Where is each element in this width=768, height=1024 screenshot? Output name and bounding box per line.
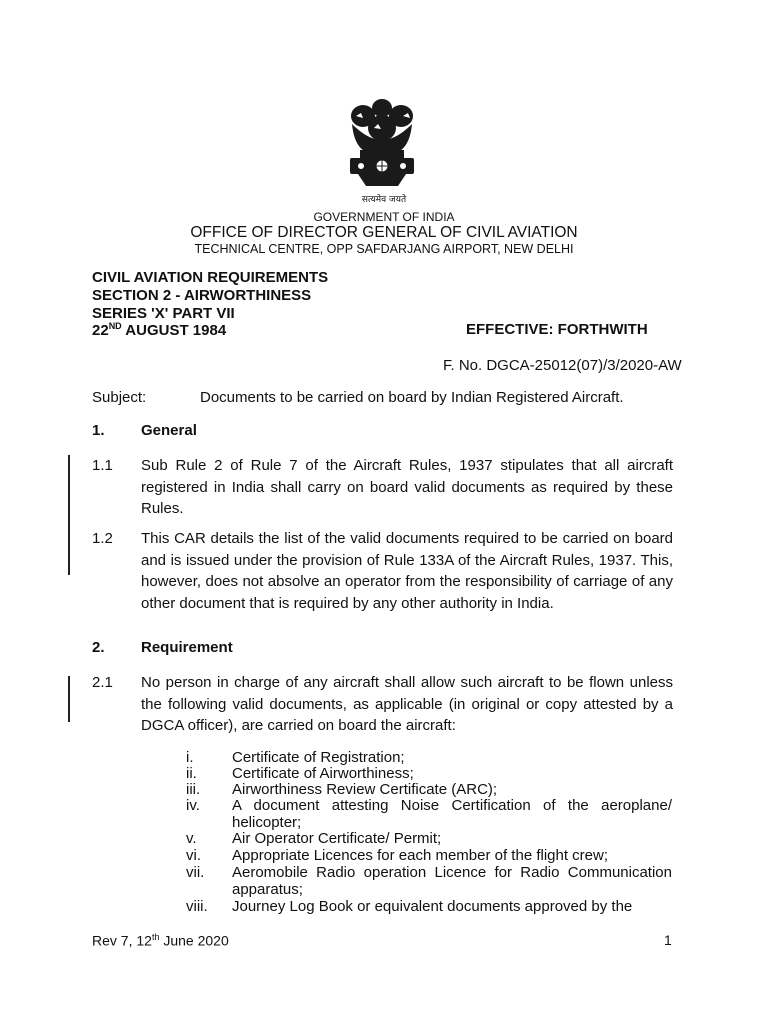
car-section: SECTION 2 - AIRWORTHINESS [92, 287, 312, 304]
para-text: This CAR details the list of the valid documents required to be carried on board and is issued under the provision of Rule 133A of the Aircraft Rules, 1937. This, however, does not absolve an operator from the responsibility of carriage of any other document that is required by any other authority in India. [141, 530, 673, 612]
para-text: No person in charge of any aircraft shall allow such aircraft to be flown unless the following valid documents, as applicable (in original or copy attested by a DGCA officer), are carried on board the aircraft: [141, 674, 673, 734]
revision-bar [68, 455, 70, 575]
file-number: F. No. DGCA-25012(07)/3/2020-AW [443, 357, 682, 374]
section-heading: Requirement [141, 639, 233, 656]
section-heading: General [141, 422, 197, 439]
para-number: 1.1 [92, 457, 113, 474]
page-number: 1 [664, 932, 672, 948]
header-office: OFFICE OF DIRECTOR GENERAL OF CIVIL AVIATION [190, 224, 578, 241]
car-title: CIVIL AVIATION REQUIREMENTS [92, 269, 329, 286]
car-date: 22ND AUGUST 1984 [92, 321, 227, 339]
section-number: 1. [92, 422, 105, 439]
para-text: Sub Rule 2 of Rule 7 of the Aircraft Rules, 1937 stipulates that all aircraft registered in India shall carry on board valid documents as required by these Rules. [141, 457, 673, 517]
national-motto: सत्यमेव जयते [361, 195, 407, 205]
revision-bar [68, 676, 70, 722]
car-series: SERIES 'X' PART VII [92, 305, 235, 322]
effective-date: EFFECTIVE: FORTHWITH [466, 321, 648, 338]
ashoka-emblem-icon [336, 94, 428, 206]
header-address: TECHNICAL CENTRE, OPP SAFDARJANG AIRPORT, NEW DELHI [194, 242, 574, 256]
header-government: GOVERNMENT OF INDIA [313, 210, 455, 224]
section-number: 2. [92, 639, 105, 656]
revision-footer: Rev 7, 12th June 2020 [92, 932, 229, 949]
subject-label: Subject: [92, 389, 147, 406]
para-number: 1.2 [92, 530, 113, 547]
para-number: 2.1 [92, 674, 113, 691]
document-page: सत्यमेव जयते GOVERNMENT OF INDIA OFFICE OF DIRECTOR GENERAL OF CIVIL AVIATION TECHNICAL CENTRE, OPP SAFDARJANG AIRPORT, NEW DELHI CIVIL AVIATION REQUIREMENTS SECTION 2 - AIRWORTHINESS SERIES 'X' PART VII 22ND AUGUST 1984 EFFECTIVE: FORTHWITH F. No. DGCA-25012(07)/3/2020-AW Subject: Documents to be carried on board by Indian Registered Aircraft. 1. General 1.1 Sub Rule 2 of Rule 7 of the Aircraft Rules, 1937 stipulates that all aircraft registered in India shall carry on board valid documents as required by these Rules. 1.2 This CAR details the list of the valid documents required to be carried on board and is issued under the provision of Rule 133A of the Aircraft Rules, 1937. This, however, does not absolve an operator from the responsibility of carriage of any other document that is required by any other authority in India. 2. Requirement 2.1 No person in charge of any aircraft shall allow such aircraft to be flown unless the following valid documents, as applicable (in original or copy attested by a DGCA officer), are carried on board the aircraft: i. Certificate of Registration; ii. Certificate of Airworthiness; iii. Airworthiness Review Certificate (ARC); iv. A document attesting Noise Certification of the aeroplane/ helicopter; v. Air Operator Certificate/ Permit; vi. Appropriate Licences for each member of the flight crew; vii. Aeromobile Radio operation Licence for Radio Communication apparatus; viii. Journey Log Book or equivalent documents approved by the Rev 7, 12th June 2020 1 [0, 0, 768, 1024]
subject-text: Documents to be carried on board by Indian Registered Aircraft. [200, 389, 624, 406]
